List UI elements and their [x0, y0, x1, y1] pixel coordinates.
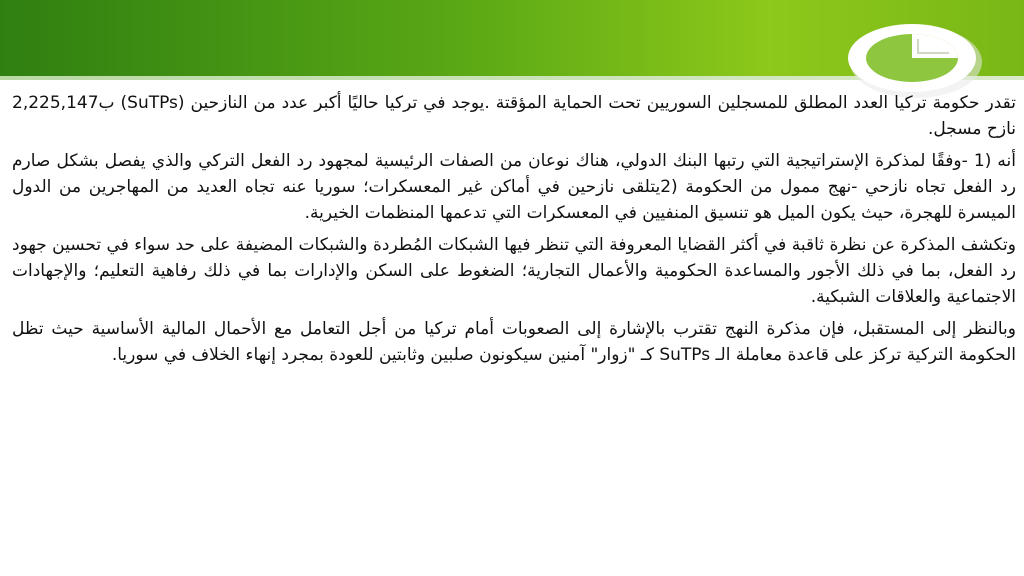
paragraph-3: وتكشف المذكرة عن نظرة ثاقبة في أكثر القضايا المعروفة التي تنظر فيها الشبكات المُطردة والشبكات المضيفة على حد سواء في تحسين جهود رد الفعل، بما في ذلك الأجور والمساعدة الحكومية والأعمال التجارية؛ الضغوط على السكن والإدارات بما في ذلك رفاهية التعليم؛ والإجهادات الاجتماعية والعلاقات الشبكية. — [12, 235, 1016, 307]
paragraph-4: وبالنظر إلى المستقبل، فإن مذكرة النهج تقترب بالإشارة إلى الصعوبات أمام تركيا من أجل التعامل مع الأحمال المالية الأساسية حيث تظل الحكومة التركية تركز على قاعدة معاملة الـ SuTPs كـ "زوار" آمنين سيكونون صلبين وثابتين للعودة بمجرد إنهاء الخلاف في سوريا. — [12, 319, 1016, 365]
slide-body — [12, 90, 1016, 374]
circle-segment-logo-icon — [838, 14, 988, 100]
paragraph-2: أنه (1 -وفقًا لمذكرة الإستراتيجية التي رتبها البنك الدولي، هناك نوعان من الصفات الرئيسية لمجهود رد الفعل التركي والذي يفصل بشكل صارم رد الفعل تجاه نازحي -نهج ممول من الحكومة (2يتلقى نازحين في أماكن غير المعسكرات؛ سوريا عنه تجاه العديد من المهاجرين من الدول الميسرة للهجرة، حيث يكون الميل هو تنسيق المنفيين في المعسكرات التي تدعمها المنظمات الخيرية. — [12, 151, 1016, 223]
paragraph-1: تقدر حكومة تركيا العدد المطلق للمسجلين السوريين تحت الحماية المؤقتة .يوجد في تركيا حاليًا أكبر عدد من النازحين (SuTPs) ب2,225,147 نازح مسجل. — [12, 93, 1016, 139]
